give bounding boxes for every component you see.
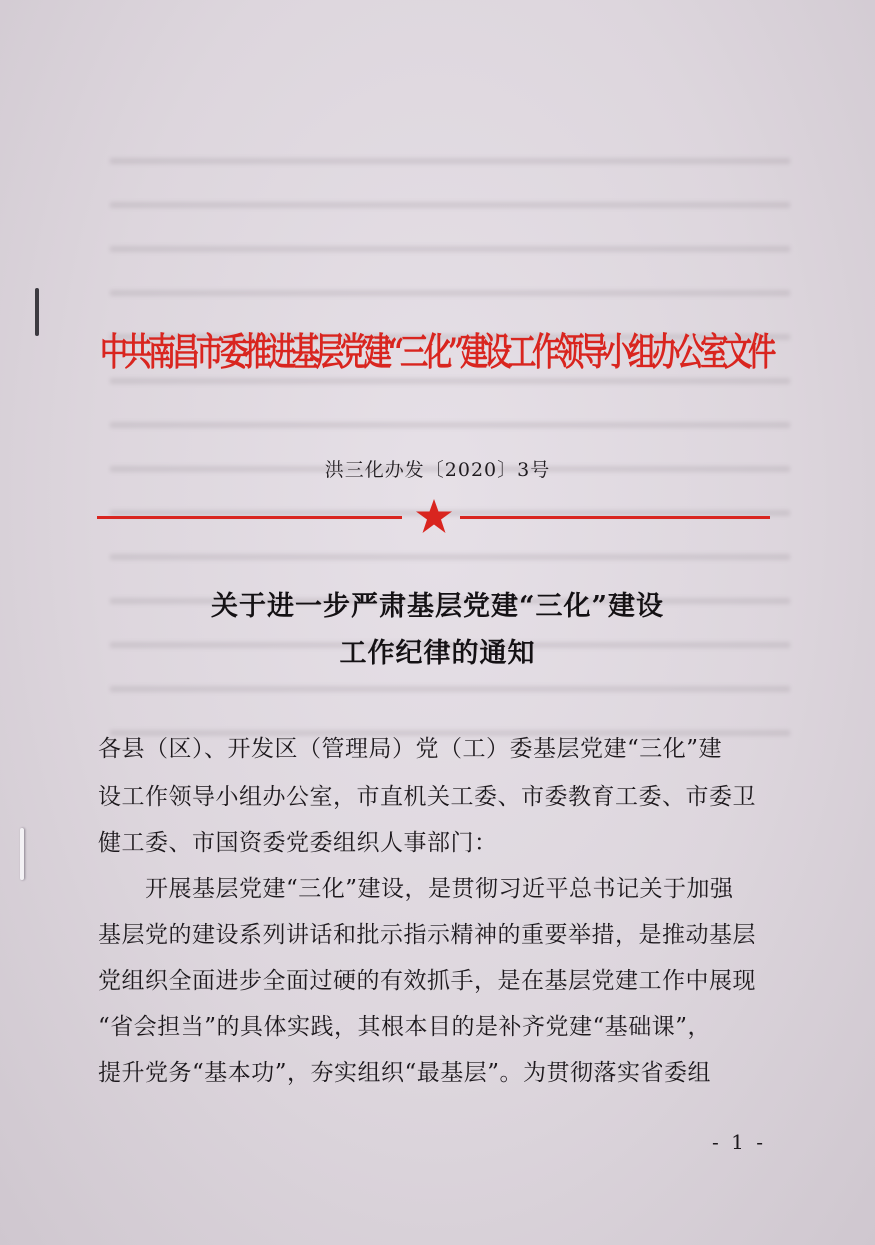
binder-hole-mark: [35, 288, 39, 336]
red-rule-left: [97, 516, 402, 519]
binder-hole-mark: [20, 828, 24, 880]
body-line: 开展基层党建“三化”建设，是贯彻习近平总书记关于加强: [98, 876, 734, 902]
body-line: 设工作领导小组办公室，市直机关工委、市委教育工委、市委卫: [98, 784, 756, 810]
body-line: 健工委、市国资委党委组织人事部门：: [98, 830, 498, 856]
show-through-text: [110, 130, 790, 770]
notice-title-line-2: 工作纪律的通知: [339, 638, 536, 669]
document-number: 洪三化办发〔2020〕3号: [324, 459, 551, 481]
body-line: 各县（区）、开发区（管理局）党（工）委基层党建“三化”建: [98, 736, 723, 762]
page-number: - 1 -: [712, 1130, 766, 1154]
red-header-title: 中共南昌市委推进基层党建“三化”建设工作领导小组办公室文件: [100, 330, 773, 375]
body-line: 基层党的建设系列讲话和批示指示精神的重要举措，是推动基层: [98, 922, 756, 948]
body-line: 党组织全面进步全面过硬的有效抓手，是在基层党建工作中展现: [98, 968, 756, 994]
notice-title-line-1: 关于进一步严肃基层党建“三化”建设: [210, 591, 665, 622]
body-line: “省会担当”的具体实践，其根本目的是补齐党建“基础课”，: [98, 1014, 712, 1040]
red-star-icon: [414, 497, 454, 537]
red-rule-right: [460, 516, 770, 519]
body-line: 提升党务“基本功”，夯实组织“最基层”。为贯彻落实省委组: [98, 1060, 712, 1086]
